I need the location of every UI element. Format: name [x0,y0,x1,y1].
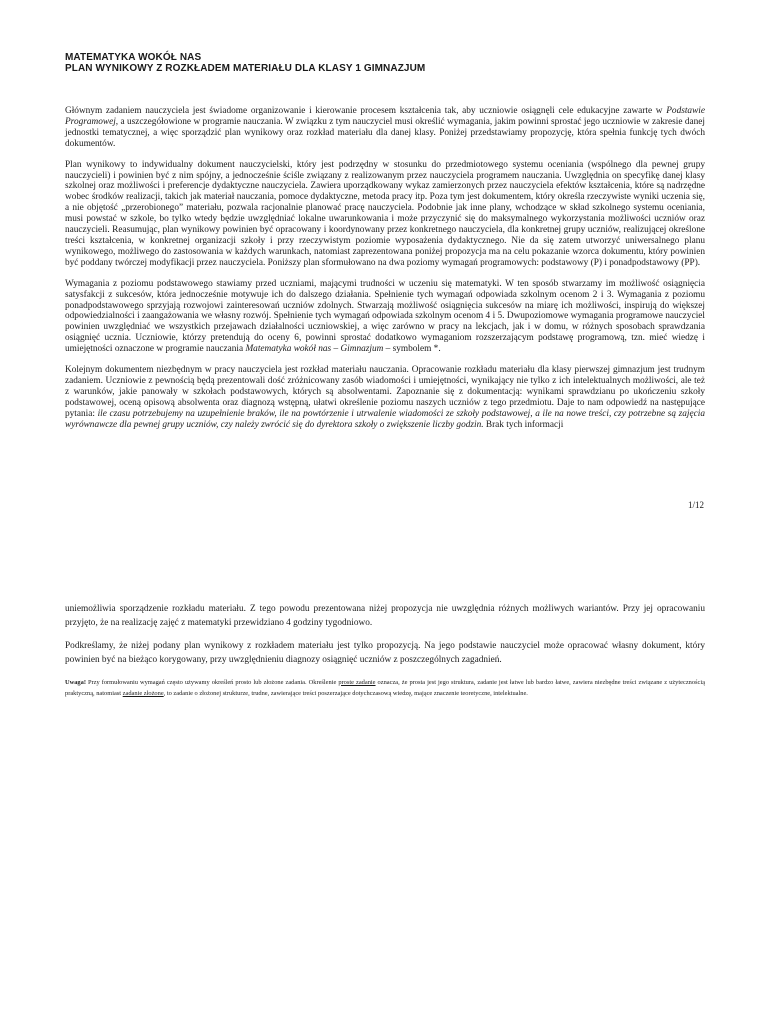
paragraph-plan-wynikowy: Plan wynikowy to indywidualny dokument nauczycielski, który jest podrzędny w stosunku do przedmiotowego systemu oceniania (wspólnego dla pewnej grupy nauczycieli) i powinien być z nim spójny, a jednocześnie ściśle związany z realizowanym przez nauczyciela programem nauczania. Uwzględnia on specyfikę danej klasy szkolnej oraz możliwości i preferencje dydaktyczne nauczyciela. Zawiera uporządkowany wykaz zamierzonych przez nauczyciela efektów kształcenia, które są nadrzędne wobec środków realizacji, takich jak materiał nauczania, pomoce dydaktyczne, metoda pracy itp. Poza tym jest dokumentem, który określa rzeczywiste wyniki uczenia się, a nie objętość „przerobionego” materiału, pozwala racjonalnie planować pracę nauczyciela. Podobnie jak inne plany, wchodzące w skład szkolnego systemu oceniania, musi powstać w szkole, bo tylko wtedy będzie uwzględniać lokalne uwarunkowania i może przyczynić się do maksymalnego wykorzystania możliwości uczniów oraz nauczycieli. Reasumując, plan wynikowy powinien być opracowany i koordynowany przez konkretnego nauczyciela, dla konkretnej grupy uczniów, realizującej określone treści kształcenia, w konkretnej organizacji szkoły i przy rzeczywistym poziomie wyposażenia dydaktycznego. Nie da się zatem utworzyć uniwersalnego planu wynikowego, możliwego do zastosowania w każdych warunkach, natomiast zaprezentowana poniżej propozycja ma na celu pokazanie wzorca dokumentu, który powinien być poddany twórczej modyfikacji przez nauczyciela. Poniższy plan sformułowano na dwa poziomy wymagań programowych: podstawowy (P) i ponadpodstawowy (PP). [65,159,705,268]
document-series-title: MATEMATYKA WOKÓŁ NAS [65,52,202,63]
page-2-content [65,603,705,706]
note-text-2: oznacza, że prosta jest jego struktura, zadanie jest łatwe lub bardzo łatwe, zawiera niezbędne treści związane z użytecznością praktyczną, natomiast [65,678,705,698]
document-title: PLAN WYNIKOWY Z ROZKŁADEM MATERIAŁU DLA KLASY 1 GIMNAZJUM [65,63,426,74]
paragraph-wymagania-italic: Matematyka wokół nas – Gimnazjum [245,344,384,355]
paragraph-continued: uniemożliwia sporządzenie rozkładu materiału. Z tego powodu prezentowana niżej propozycja nie uwzględnia różnych możliwych wariantów. Przy jej opracowaniu przyjęto, że na realizację zajęć z matematyki przewidziano 4 godziny tygodniowo. [65,604,705,628]
note-uwaga [65,677,705,700]
page-1-content [65,52,705,430]
paragraph-wymagania-text: Wymagania z poziomu podstawowego stawiamy przed uczniami, mającymi trudności w uczeniu się matematyki. W ten sposób stwarzamy im możliwość osiągnięcia satysfakcji z sukcesów, która jednocześnie motywuje ich do dalszego działania. Spełnienie tych wymagań odpowiada szkolnym ocenom 2 i 3. Wymagania z poziomu ponadpodstawowego sprzyjają rozwojowi zainteresowań uczniów zdolnych. Stwarzają możliwość osiągnięcia sukcesów na miarę ich możliwości, inspirują do większej odpowiedzialności i zaangażowania we własny rozwój. Spełnienie tych wymagań odpowiada szkolnym ocenom 4 i 5. Dwupoziomowe wymagania programowe nauczyciel powinien uwzględniać we wszystkich przejawach działalności uczniowskiej, a więc zarówno w pracy na lekcjach, jak i w domu, w różnych sposobach sprawdzania osiągnięć ucznia. Uczniowie, którzy pretendują do oceny 6, powinni sprostać dodatkowo wymaganiom rozszerzającym podstawę programową, tzn. mieć wiedzę i umiejętności oznaczone w programie nauczania [65,278,705,355]
note-term-proste: proste zadanie [338,678,376,686]
paragraph-wymagania [65,279,705,355]
paragraph-rozklad-text-end: Brak tych informacji [483,419,564,430]
note-text-3: , to zadanie o złożonej strukturze, trudne, zawierające treści poszerzające dotychczasową wiedzę, mające znaczenie teoretyczne, intelektualne. [163,690,528,698]
paragraph-propozycja: Podkreślamy, że niżej podany plan wynikowy z rozkładem materiału jest tylko propozycją. Na jego podstawie nauczyciel może opracować własny dokument, który powinien być na bieżąco korygowany, przy uwzględnieniu diagnozy osiągnięć uczniów z poszczególnych zagadnień. [65,641,705,666]
paragraph-rozklad-text: Kolejnym dokumentem niezbędnym w pracy nauczyciela jest rozkład materiału nauczania. Opracowanie rozkładu materiału dla klasy pierwszej gimnazjum jest trudnym zadaniem. Uczniowie z pewnością będą prezentowali dość zróżnicowany zasób wiadomości i umiejętności, wynikający nie tylko z ich intelektualnych możliwości, ale też z warunków, jakie panowały w szkołach podstawowych, których są absolwentami. Zapoznanie się z dokumentacją: wynikami sprawdzianu po ukończeniu szkoły podstawowej, oceną opisową absolwenta oraz diagnozą wstępną, ułatwi określenie poziomu naszych uczniów z tego przedmiotu. Daje to nam odpowiedź na następujące pytania: [65,365,705,419]
paragraph-rozklad [65,365,705,430]
paragraph-intro-text-end: , a uszczegółowione w programie nauczania. W związku z tym nauczyciel musi określić wymagania, jakim powinni sprostać jego uczniowie w zakresie danej jednostki tematycznej, a więc sporządzić plan wynikowy oraz rozkład materiału dla danej klasy. Poniżej przedstawiamy propozycję, która spełnia funkcję tych dwóch dokumentów. [65,116,705,149]
paragraph-wymagania-text-end: – symbolem *. [383,344,441,355]
page-number: 1/12 [687,500,704,510]
paragraph-intro-text: Głównym zadaniem nauczyciela jest świadome organizowanie i kierowanie procesem kształcenia tak, aby uczniowie osiągnęli cele edukacyjne zawarte w [65,106,667,116]
note-text-1: Przy formułowaniu wymagań często używamy określeń prosto lub złożone zadania. Określenie [85,678,339,686]
paragraph-rozklad-italic: ile czasu potrzebujemy na uzupełnienie braków, ile na powtórzenie i utrwalenie wiadomości ze szkoły podstawowej, a ile na nowe treści, czy potrzebne są zajęcia wyrównawcze dla pewnej grupy uczniów, czy należy zwrócić się do dyrektora szkoły o zwiększenie liczby godzin. [65,408,705,430]
note-label: Uwaga! [65,678,86,686]
note-term-zlozone: zadanie złożone [122,690,164,698]
paragraph-intro-italic: Podstawie Programowej [65,106,705,127]
paragraph-intro [65,106,705,150]
